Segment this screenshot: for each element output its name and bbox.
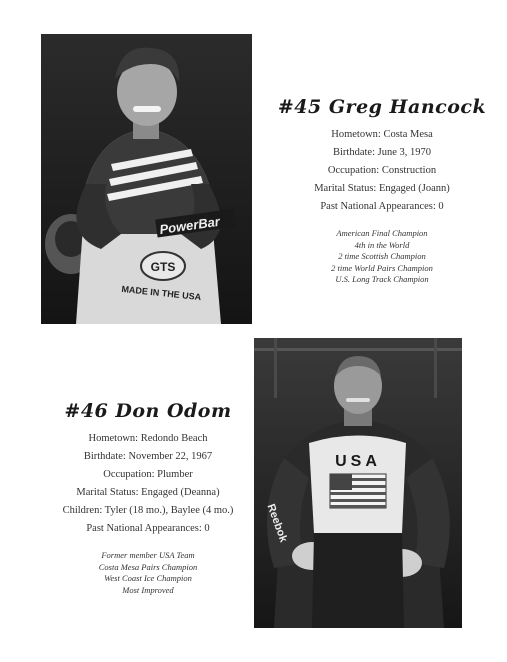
hometown: Hometown: Costa Mesa: [331, 129, 433, 140]
honor-item: West Coast Ice Champion: [104, 573, 192, 583]
photo-chest-text: USA: [335, 453, 381, 470]
past-national-appearances: Past National Appearances: 0: [320, 201, 444, 212]
occupation: Occupation: Plumber: [103, 469, 193, 480]
occupation: Occupation: Construction: [327, 165, 437, 176]
rider-photo-don-odom: [254, 338, 462, 628]
honor-item: 2 time World Pairs Champion: [331, 262, 433, 273]
honor-item: Costa Mesa Pairs Champion: [98, 561, 198, 572]
children: Children: Tyler (18 mo.), Baylee (4 mo.): [62, 505, 234, 516]
honors-list: [262, 228, 502, 286]
honor-item: Former member USA Team: [101, 550, 195, 560]
birthdate: Birthdate: June 3, 1970: [333, 147, 431, 158]
rider-photo-greg-hancock: [41, 34, 252, 324]
photo-sleeve-text: Reebok: [264, 502, 290, 544]
rider-bio-don-odom: [48, 400, 248, 596]
hometown: Hometown: Redondo Beach: [88, 433, 208, 444]
marital-status: Marital Status: Engaged (Joann): [314, 183, 450, 194]
honor-item: American Final Champion: [336, 228, 428, 238]
birthdate: Birthdate: November 22, 1967: [83, 451, 213, 462]
photo-lower-text: MADE IN THE USA: [121, 283, 202, 303]
photo-badge-text: GTS: [150, 260, 176, 274]
rider-name: #46 Don Odom: [64, 400, 232, 422]
photo-chest-logo: PowerBar: [158, 213, 221, 238]
honor-item: Most Improved: [122, 584, 174, 595]
rider-name: #45 Greg Hancock: [277, 96, 487, 118]
honor-item: U.S. Long Track Champion: [335, 274, 429, 284]
marital-status: Marital Status: Engaged (Deanna): [76, 487, 220, 498]
rider-bio-greg-hancock: [262, 96, 502, 286]
past-national-appearances: Past National Appearances: 0: [86, 523, 210, 534]
honor-item: 2 time Scottish Champion: [338, 251, 426, 261]
honors-list: [48, 550, 248, 596]
honor-item: 4th in the World: [354, 239, 410, 250]
